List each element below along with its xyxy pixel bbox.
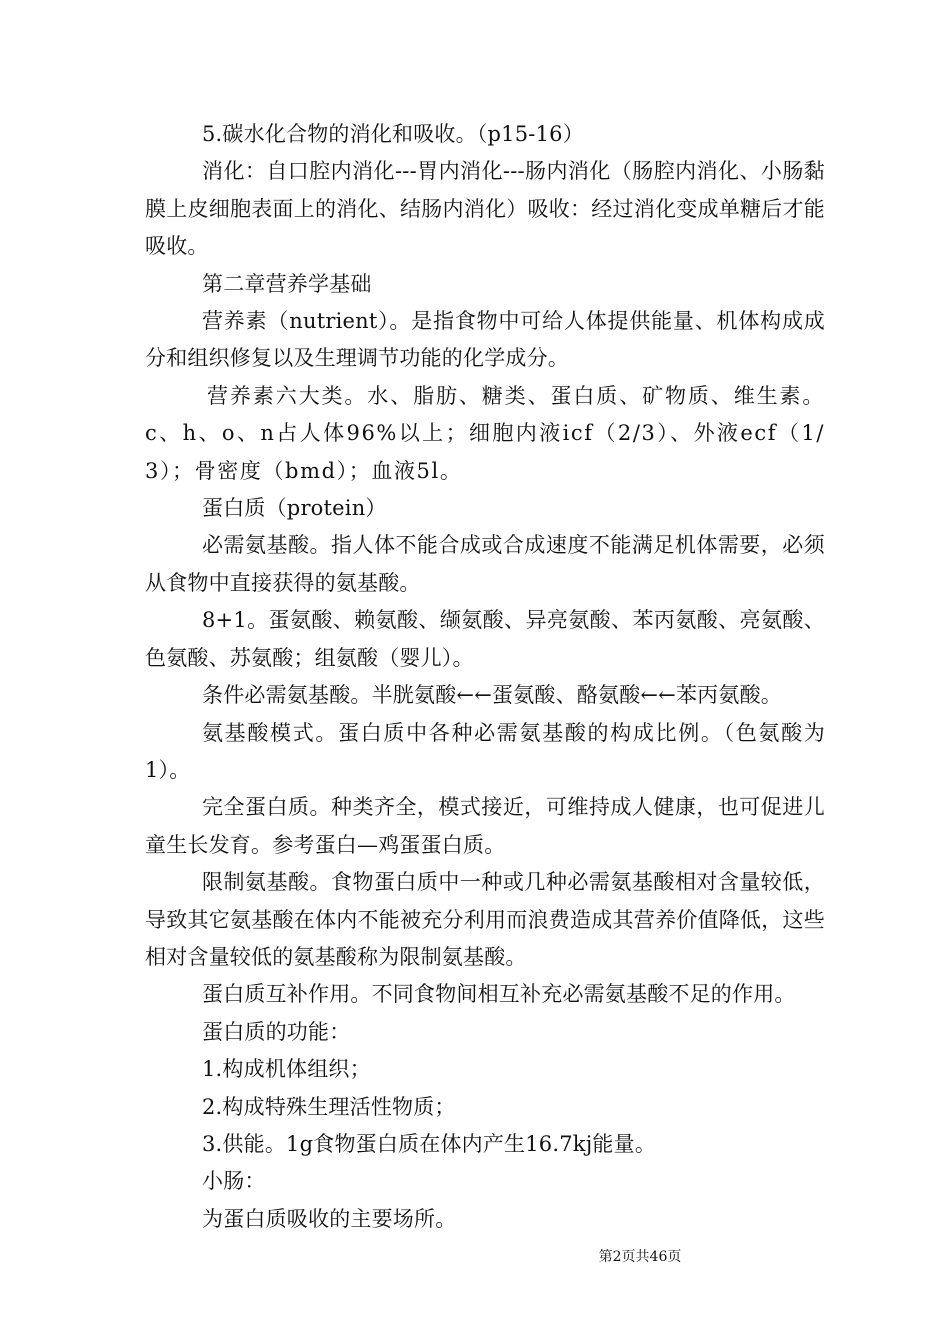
list-item-function-1: 1.构成机体组织； — [202, 1057, 371, 1082]
paragraph-six-nutrients: 营养素六大类。水、脂肪、糖类、蛋白质、矿物质、维生素。c、h、o、n占人体96%以上；细胞内液icf（2/3）、外液ecf（1/3）；骨密度（bmd）；血液5l。 — [145, 383, 825, 483]
paragraph-carb-digestion-heading: 5.碳水化合物的消化和吸收。（p15-16） — [202, 122, 584, 146]
paragraph-protein-complementation: 蛋白质互补作用。不同食物间相互补充必需氨基酸不足的作用。 — [202, 982, 796, 1007]
paragraph-small-intestine-heading: 小肠： — [202, 1169, 266, 1194]
paragraph-amino-acid-list: 8+1。蛋氨酸、赖氨酸、缬氨酸、异亮氨酸、苯丙氨酸、亮氨酸、色氨酸、苏氨酸；组氨酸（婴儿）。 — [145, 608, 825, 670]
list-item-function-3: 3.供能。1g食物蛋白质在体内产生16.7kj能量。 — [202, 1131, 657, 1156]
paragraph-limiting-amino-acid: 限制氨基酸。食物蛋白质中一种或几种必需氨基酸相对含量较低，导致其它氨基酸在体内不能被充分利用而浪费造成其营养价值降低，这些相对含量较低的氨基酸称为限制氨基酸。 — [145, 870, 825, 969]
paragraph-complete-protein: 完全蛋白质。种类齐全，模式接近，可维持成人健康，也可促进儿童生长发育。参考蛋白—鸡蛋蛋白质。 — [145, 795, 825, 857]
page-number-footer: 第2页共46页 — [598, 1249, 682, 1265]
paragraph-absorption-site: 为蛋白质吸收的主要场所。 — [202, 1206, 457, 1231]
paragraph-amino-acid-pattern: 氨基酸模式。蛋白质中各种必需氨基酸的构成比例。（色氨酸为1）。 — [145, 720, 825, 782]
paragraph-nutrient-definition: 营养素（nutrient）。是指食物中可给人体提供能量、机体构成成分和组织修复以及生理调节功能的化学成分。 — [145, 309, 825, 371]
paragraph-protein-heading: 蛋白质（protein） — [202, 496, 387, 521]
paragraph-protein-functions-heading: 蛋白质的功能： — [202, 1019, 351, 1044]
chapter-title: 第二章营养学基础 — [202, 271, 372, 296]
document-body — [145, 116, 825, 1238]
paragraph-conditional-amino-acids: 条件必需氨基酸。半胱氨酸←←蛋氨酸、酪氨酸←←苯丙氨酸。 — [202, 683, 782, 708]
paragraph-digestion-process: 消化：自口腔内消化---胃内消化---肠内消化（肠腔内消化、小肠黏膜上皮细胞表面上的消化、结肠内消化）吸收：经过消化变成单糖后才能吸收。 — [145, 159, 825, 259]
paragraph-essential-amino-acids: 必需氨基酸。指人体不能合成或合成速度不能满足机体需要，必须从食物中直接获得的氨基酸。 — [145, 533, 825, 595]
list-item-function-2: 2.构成特殊生理活性物质； — [202, 1094, 456, 1119]
